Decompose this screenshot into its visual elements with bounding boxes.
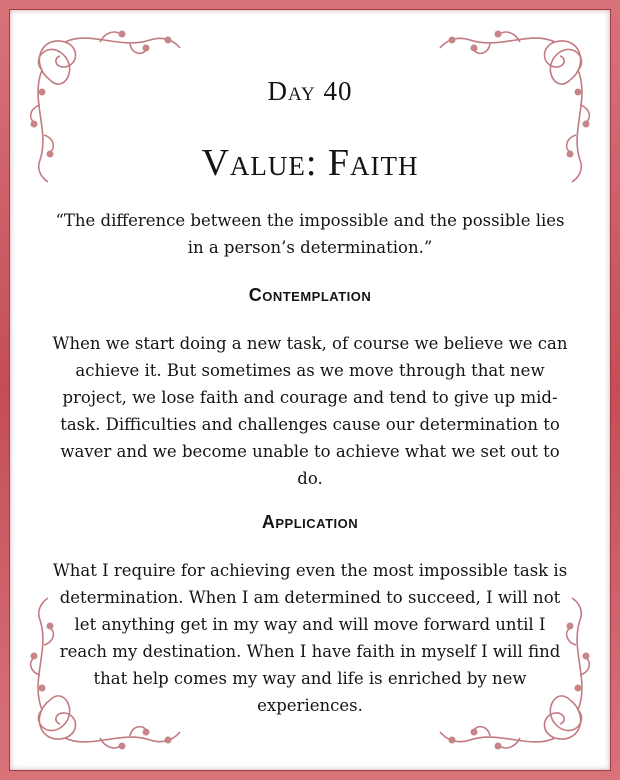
page-title: Value: Faith xyxy=(201,142,419,184)
section-text-contemplation: When we start doing a new task, of course we believe we can achieve it. But sometimes as we move through that new project, we lose faith and courage and tend to give up mid-task. Difficulties and challenges cause our determination to waver and we become unable to achieve what we set out to do. xyxy=(52,334,568,488)
section-heading-contemplation: Contemplation xyxy=(248,285,372,305)
quote: “The difference between the impossible and the possible lies in a person’s determination.” xyxy=(55,211,565,257)
section-heading-application: Application xyxy=(261,512,359,532)
section-text-application: What I require for achieving even the most impossible task is determination. When I am determined to succeed, I will not let anything get in my way and will move forward until I reach my destination. When I have faith in myself I will find that help comes my way and life is enriched by new experiences. xyxy=(52,561,568,715)
day-label: Day 40 xyxy=(267,76,353,106)
page xyxy=(9,9,611,771)
page-content xyxy=(50,10,570,719)
